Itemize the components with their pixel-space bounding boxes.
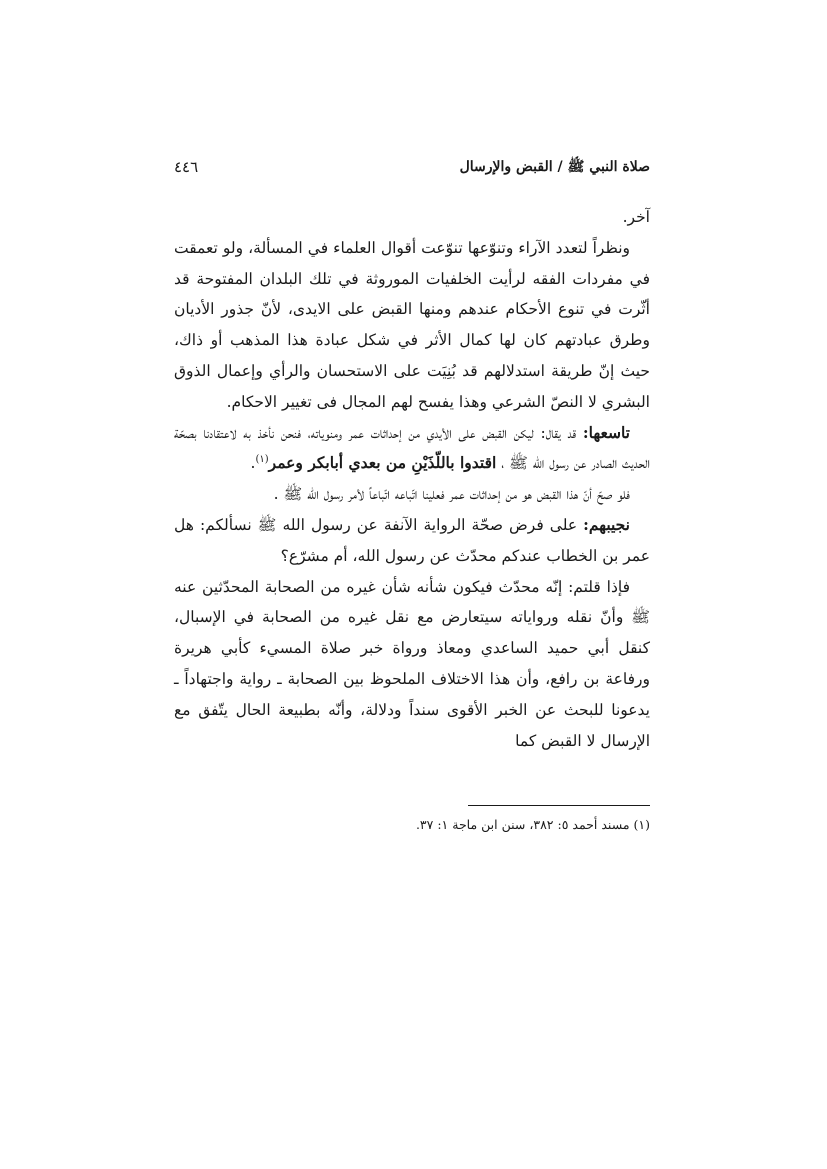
- running-head-title: صلاة النبي ﷺ / القبض والإرسال: [459, 159, 650, 175]
- paragraph-5: فإذا قلتم: إنّه محدّث فيكون شأنه شأن غيره من الصحابة المحدّثين عنه ﷺ وأنّ نقله ورواياته سيتعارض مع نقل غيره من الصحابة في الإسبال، كنقل أبي حميد الساعدي ومعاذ ورواة خبر صلاة المسيء كأبي هريرة ورفاعة بن رافع، وأن هذا الاختلاف الملحوظ بين الصحابة ـ رواية واجتهاداً ـ يدعونا للبحث عن الخبر الأقوى سنداً ودلالة، وأنّه بطبيعة الحال يتّفق مع الإرسال لا القبض كما: [174, 577, 650, 750]
- paragraph-2-lead: تاسعها:: [582, 422, 630, 442]
- book-page: [174, 150, 650, 1030]
- paragraph-2: [174, 418, 650, 480]
- paragraph-1: ونظراً لتعدد الآراء وتنوّعها تنوّعت أقوال العلماء في المسألة، ولو تعمقت في مفردات الفقه لرأيت الخلفيات الموروثة في تلك البلدان المفتوحة قد أثّرت في تنوع الأحكام عندهم ومنها القبض على الايدى، لأنّ جذور الأديان وطرق عبادتهم كان لها كمال الأثر في شكل عبادة هذا المذهب أو ذاك، حيث إنّ طريقة استدلالهم قد بُنِيَت على الاستحسان والرأي وإعمال الذوق البشري لا النصّ الشرعي وهذا يفسح لهم المجال فى تغيير الاحكام.: [174, 238, 650, 411]
- footnote-divider: [468, 805, 650, 806]
- paragraph-4: [174, 510, 650, 572]
- paragraph-2-end: .: [250, 454, 256, 473]
- paragraph-0: آخر.: [622, 208, 650, 226]
- running-head: [174, 158, 650, 182]
- footnote-marker-1[interactable]: (١): [255, 454, 269, 466]
- paragraph-4-text: على فرض صحّة الرواية الآنفة عن رسول الله ﷺ نسألكم: هل عمر بن الخطاب عندكم محدّث عن رسول الله، أم مشرّع؟: [174, 515, 650, 565]
- paragraph-4-lead: نجيبهم:: [583, 514, 630, 534]
- page-number: ٤٤٦: [174, 158, 199, 176]
- hadith-quote: اقتدوا باللّذَيْنِ من بعدي أبابكر وعمر: [268, 453, 497, 473]
- footnote-1: (١) مسند أحمد ٥: ٣٨٢، سنن ابن ماجة ١: ٣٧.: [415, 817, 650, 832]
- paragraph-3: فلو صحّ أنّ هذا القبض هو من إحداثات عمر فعلينا اتّباعه اتّباعاً لأمر رسول الله ﷺ .: [273, 485, 630, 504]
- body-text: [174, 202, 650, 756]
- paragraph-2-text: قد يقال: ليكن القبض على الأيدي من إحداثات عمر ومنوياته، فنحن نأخذ به لاعتقادنا بصحّة الحديث الصادر عن رسول الله ﷺ ،: [174, 423, 650, 473]
